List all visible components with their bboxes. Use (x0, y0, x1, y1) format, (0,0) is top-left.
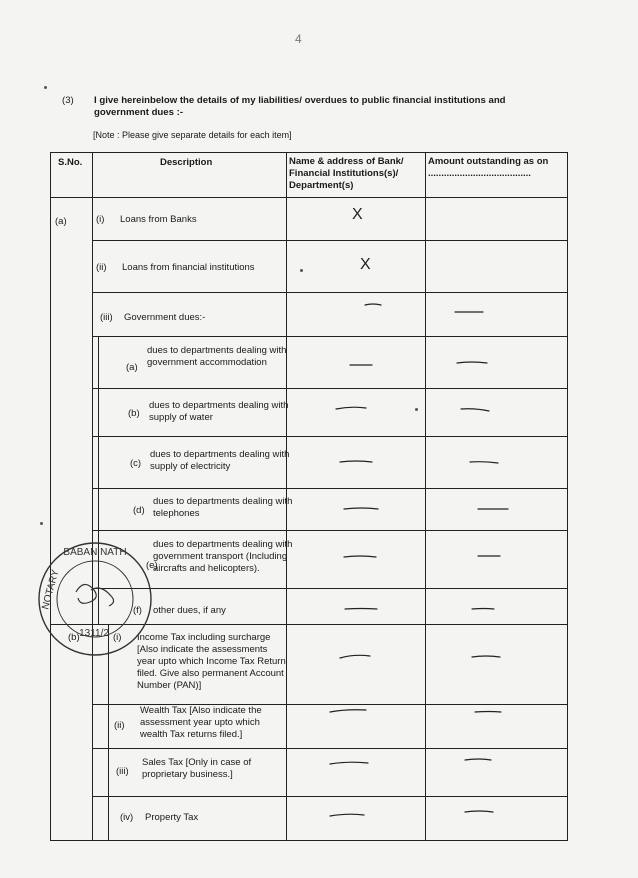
speck (40, 522, 43, 525)
item-number: (3) (62, 95, 74, 106)
row-f-label: other dues, if any (153, 605, 226, 616)
row-b-iii-label: Sales Tax [Only in case of proprietary business.] (142, 757, 252, 780)
speck (415, 408, 418, 411)
row-b-i-label: Income Tax including surcharge [Also indicate the assessments year upto which Income Tax Return filed. Give also permanent Account Number (PAN)] (137, 632, 286, 691)
speck (44, 86, 47, 89)
row-b-iv-label: Property Tax (145, 812, 199, 823)
svg-text:BABAN NATH: BABAN NATH (63, 547, 127, 558)
header-sno: S.No. (58, 157, 83, 168)
row-b-label: dues to departments dealing with supply of water (149, 400, 289, 423)
row-b-ii-label: Wealth Tax [Also indicate the assessment year upto which wealth Tax returns filed.] (140, 705, 262, 740)
row-ii-label: Loans from financial institutions (122, 262, 255, 273)
row-d-label: dues to departments dealing with telephones (153, 496, 293, 519)
row-f-num: (f) (133, 605, 142, 616)
section-a-label: (a) (55, 216, 67, 227)
row-iii-label: Government dues:- (124, 312, 206, 323)
row-b-num: (b) (128, 408, 140, 419)
row-b-i-num: (i) (113, 632, 122, 643)
intro-text-line2: government dues :- (94, 107, 184, 118)
row-e-num: (e) (146, 560, 158, 571)
row-iii-num: (iii) (100, 312, 113, 323)
intro-text-line1: I give hereinbelow the details of my liabilities/ overdues to public financial institutions and (94, 95, 506, 106)
row-e-label: dues to departments dealing with government transport (Including aircrafts and helicopters). (153, 539, 293, 574)
notary-stamp (36, 540, 154, 658)
row-a-label: dues to departments dealing with government accommodation (147, 345, 287, 368)
header-amount: Amount outstanding as on ....................................... (428, 156, 549, 179)
speck (300, 269, 303, 272)
row-a-num: (a) (126, 362, 138, 373)
svg-text:NOTARY: NOTARY (40, 568, 62, 611)
header-description: Description (160, 157, 213, 168)
row-b-iii-num: (iii) (116, 766, 129, 777)
row-ii-num: (ii) (96, 262, 107, 273)
row-c-label: dues to departments dealing with supply of electricity (150, 449, 290, 472)
row-i-name-mark: X (352, 206, 363, 223)
row-i-num: (i) (96, 214, 105, 225)
row-c-num: (c) (130, 458, 142, 469)
page-number: 4 (295, 32, 302, 46)
row-ii-name-mark: X (360, 256, 371, 273)
row-b-ii-num: (ii) (114, 720, 125, 731)
section-b-label: (b) (68, 632, 80, 643)
intro-note: [Note : Please give separate details for each item] (93, 130, 292, 140)
row-d-num: (d) (133, 505, 145, 516)
row-i-label: Loans from Banks (120, 214, 197, 225)
svg-text:1311/2: 1311/2 (79, 628, 109, 639)
row-b-iv-num: (iv) (120, 812, 134, 823)
header-name-address: Name & address of Bank/ Financial Institutions(s)/ Department(s) (289, 156, 404, 191)
